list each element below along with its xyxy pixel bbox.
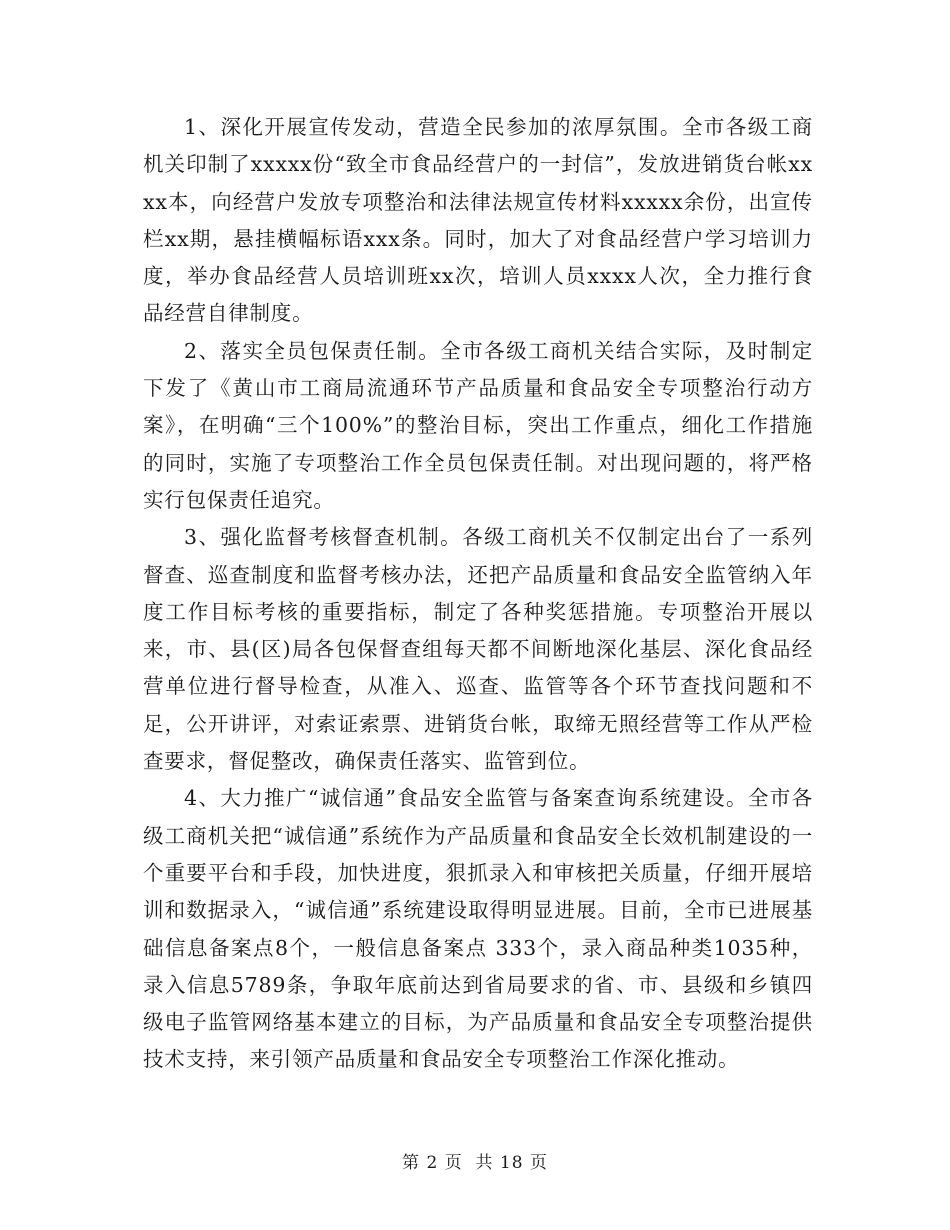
footer-page-number: 2 xyxy=(426,1153,439,1173)
paragraph-4: 4、大力推广“诚信通”食品安全监管与备案查询系统建设。全市各级工商机关把“诚信通”系统作为产品质量和食品安全长效机制建设的一个重要平台和手段，加快进度，狠抓录入和审核把关质量，仔细开展培训和数据录入，“诚信通”系统建设取得明显进展。目前，全市已进展基础信息备案点8个，一般信息备案点 333个，录入商品种类1035种，录入信息5789条，争取年底前达到省局要求的省、市、县级和乡镇四级电子监管网络基本建立的目标，为产品质量和食品安全专项整治提供技术支持，来引领产品质量和食品安全专项整治工作深化推动。 xyxy=(143,786,813,1072)
document-body xyxy=(143,109,813,1079)
page-footer xyxy=(0,1152,950,1174)
footer-label-of: 页 共 xyxy=(444,1153,494,1173)
footer-label-end: 页 xyxy=(529,1153,548,1173)
footer-total-pages: 18 xyxy=(499,1153,524,1173)
paragraph-3: 3、强化监督考核督查机制。各级工商机关不仅制定出台了一系列督查、巡查制度和监督考核办法，还把产品质量和食品安全监管纳入年度工作目标考核的重要指标，制定了各种奖惩措施。专项整治开展以来，市、县(区)局各包保督查组每天都不间断地深化基层、深化食品经营单位进行督导检查，从准入、巡查、监管等各个环节查找问题和不足，公开讲评，对索证索票、进销货台帐，取缔无照经营等工作从严检查要求，督促整改，确保责任落实、监管到位。 xyxy=(143,525,813,774)
paragraph-2: 2、落实全员包保责任制。全市各级工商机关结合实际，及时制定下发了《黄山市工商局流通环节产品质量和食品安全专项整治行动方案》，在明确“三个100%”的整治目标，突出工作重点，细化工作措施的同时，实施了专项整治工作全员包保责任制。对出现问题的，将严格实行包保责任追究。 xyxy=(143,338,813,512)
paragraph-1: 1、深化开展宣传发动，营造全民参加的浓厚氛围。全市各级工商机关印制了xxxxx份“致全市食品经营户的一封信”，发放进销货台帐xxxx本，向经营户发放专项整治和法律法规宣传材料xxxxx余份，出宣传栏xx期，悬挂横幅标语xxx条。同时，加大了对食品经营户学习培训力度，举办食品经营人员培训班xx次，培训人员xxxx人次，全力推行食品经营自律制度。 xyxy=(143,115,813,326)
footer-label-page: 第 xyxy=(402,1153,421,1173)
